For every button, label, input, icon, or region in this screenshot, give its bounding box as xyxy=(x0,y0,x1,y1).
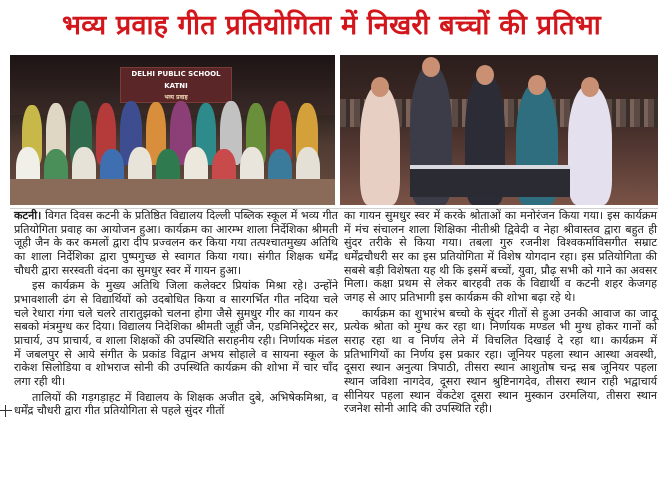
guests-photo xyxy=(340,55,658,205)
guest-figure xyxy=(360,85,400,205)
paragraph: का गायन सुमधुर स्वर में करके श्रोताओं का मनोरंजन किया गया। इस कार्यक्रम में मंच संचालन शाला शिक्षिका नीतीश्री द्विवेदी व नेहा श्रीवास्तव द्वारा बहुत ही सुंदर तरीके से किया गया। तबला गुरु रजनीश विश्वकर्माविसगीत सम्राट धर्मेंद्रचौधरी सर का इस प्रतियोगिता में विशेष योगदान रहा। इस प्रतियोगिता की सबसे बड़ी विशेषता यह थी कि इसमें बच्चों, युवा, प्रौढ़ सभी को गाने का अवसर मिला। कक्षा प्रथम से लेकर बारहवी तक के विद्यार्थी व कटनी शहर केजगह जगह से आए प्रतिभागी इस कार्यक्रम की शोभा बढ़ा रहे थे। xyxy=(344,209,657,304)
group-photo-students xyxy=(10,55,335,205)
guest-head xyxy=(422,57,440,77)
article-column-right xyxy=(344,209,657,416)
article-column-left xyxy=(14,209,338,418)
registration-mark-icon xyxy=(0,405,12,417)
paragraph: इस कार्यक्रम के मुख्य अतिथि जिला कलेक्टर प्रियांक मिश्रा रहे। उन्होंने प्रभावशाली ढंग से विद्यार्थियों को उदबोधित किया व सारगर्भित गीत नदिया चले चले रेधारा गंगा चले चलरे तारातुझको चलना होगा जैसे सुमधुर गीर का गायन कर सबको मंत्रमुग्ध कर दिया। विद्यालय निदेशिका श्रीमती जूही जैन, एडमिनिस्ट्रेटर सर, प्राचार्य, उप प्राचार्य, व शाला शिक्षकों की उपस्थिति सराहनीय रही। निर्णायक मंडल में जबलपुर से आये संगीत के प्रकांड विद्वान अभय सोहाले व सायना स्कूल के राकेश सिलोडिया व शोभराज सोनी की उपस्थिति कार्यक्रम की शोभा में चार चाँद लगा रही थी। xyxy=(14,279,338,388)
headline: भव्य प्रवाह गीत प्रतियोगिता में निखरी बच्चों की प्रतिभा xyxy=(62,10,601,41)
banner-title: DELHI PUBLIC SCHOOL KATNI xyxy=(131,70,221,90)
guest-head xyxy=(581,77,599,97)
guest-head xyxy=(371,77,389,97)
banner-subtitle: भव्य प्रवाह xyxy=(164,94,188,101)
stage-floor xyxy=(10,179,335,205)
paragraph: कार्यक्रम का शुभारंभ बच्चो के सुंदर गीतों से हुआ उनकी आवाज का जादू प्रत्येक श्रोता को मुग्ध कर रहा था। निर्णायक मण्डल भी मुग्ध होकर गानों को सराह रहा था व निर्णय लेने में विचलित दिखाई दे रहा था। कार्यक्रम में प्रतिभागियों का निर्णय इस प्रकार रहा। जूनियर पहला स्थान आस्था अवस्थी, दूसरा स्थान अनुत्या त्रिपाठी, तीसरा स्थान आशुतोष चन्द्र सब जूनियर पहला स्थान जविशा नागदेव, दूसरा स्थान श्रुष्टिनागदेव, तीसरा स्थान राही भद्वाचार्य सीनियर पहला स्थान वेंकटेश दूसरा स्थान मुस्कान उरमलिया, तीसरा स्थान रजनेश सोनी आदि की उपस्थिति रही। xyxy=(344,306,657,416)
guest-figure xyxy=(568,85,612,205)
dateline: कटनी। xyxy=(14,209,42,222)
paragraph xyxy=(14,209,338,277)
stage-table xyxy=(410,165,570,197)
paragraph-text: विगत दिवस कटनी के प्रतिष्ठित विद्यालय दिल्ली पब्लिक स्कूल में भव्य गीत प्रतियोगिता प्रवाह का आयोजन हुआ। कार्यक्रम का आरम्भ शाला निर्देशिका श्रीमती जूही जैन के कर कमलों द्वारा दीप प्रज्वलन कर किया गया तत्पश्चातमुख्य अतिथि का शाला निर्देशिका द्वारा पुष्पगुच्छ से स्वागत किया गया। संगीत शिक्षक धर्मेंद्र चौधरी द्वारा सरस्वती वंदना का सुमधुर स्वर में गायन हुआ। xyxy=(14,209,338,277)
guest-head xyxy=(476,65,494,85)
school-banner xyxy=(120,67,232,103)
guest-head xyxy=(528,75,546,95)
paragraph: तालियों की गड़गड़ाहट में विद्यालय के शिक्षक अजीत दुबे, अभिषेकमिश्रा, व धर्मेंद्र चौधरी द्वारा गीत प्रतियोगिता से पहले सुंदर गीतों xyxy=(14,390,338,418)
